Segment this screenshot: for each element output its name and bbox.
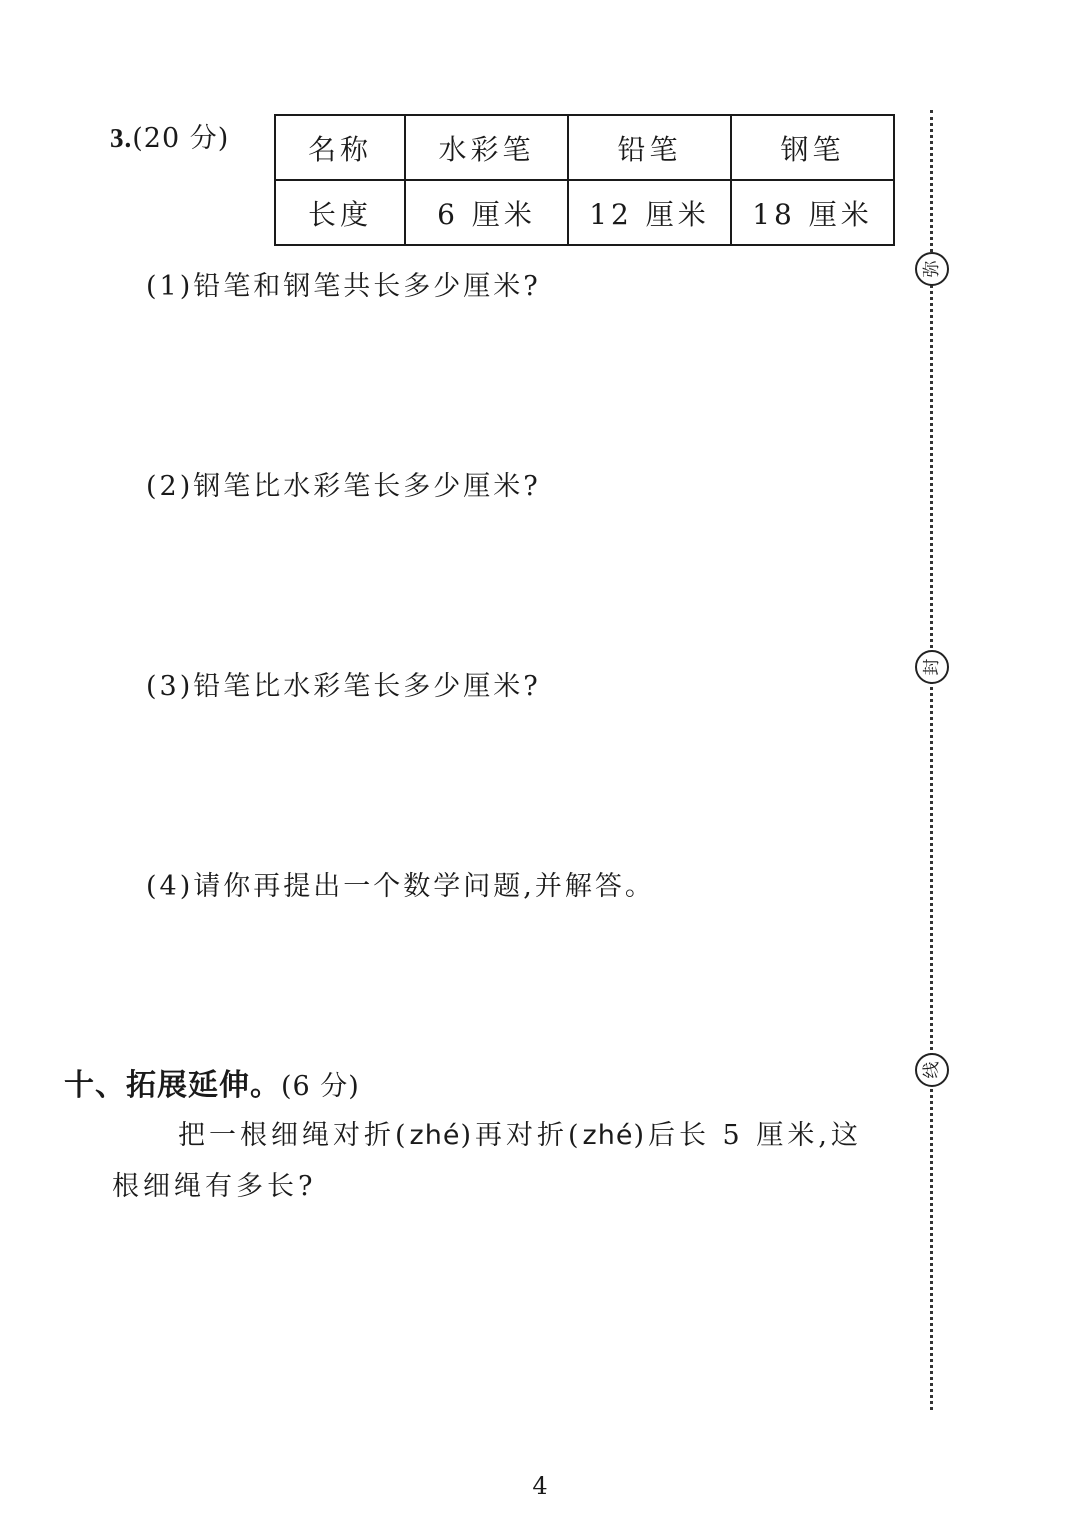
- table-cell: 6 厘米: [405, 180, 568, 245]
- sub-question-4: (4)请你再提出一个数学问题,并解答。: [146, 871, 655, 902]
- table-row: [275, 180, 894, 245]
- table-cell: 12 厘米: [568, 180, 731, 245]
- binding-mark-mi: 弥: [915, 252, 949, 286]
- problem-text: )再对折(: [460, 1120, 583, 1151]
- page-number: 4: [532, 1472, 548, 1500]
- pen-length-table: [274, 114, 895, 246]
- binding-mark-xian: 线: [915, 1053, 949, 1087]
- table-row-label: 长度: [275, 180, 405, 245]
- table-header-label: 名称: [275, 115, 405, 180]
- problem-text: )后长 5 厘米,这: [633, 1120, 862, 1151]
- binding-dotted-line: [930, 110, 933, 1410]
- table-header-cell: 钢笔: [731, 115, 894, 180]
- pinyin-annotation: zhé: [409, 1120, 461, 1151]
- question-3-number: 3.: [110, 123, 133, 153]
- binding-mark-feng: 封: [915, 650, 949, 684]
- table-header-row: [275, 115, 894, 180]
- sub-question-1: (1)铅笔和钢笔共长多少厘米?: [146, 271, 541, 302]
- question-3-label: [110, 116, 229, 155]
- table-cell: 18 厘米: [731, 180, 894, 245]
- question-3-score: (20 分): [132, 123, 230, 154]
- sub-question-3: (3)铅笔比水彩笔长多少厘米?: [146, 671, 541, 702]
- section-10-score: (6 分): [281, 1071, 360, 1102]
- sub-question-2: (2)钢笔比水彩笔长多少厘米?: [146, 471, 541, 502]
- problem-text-line-1: [178, 1113, 862, 1152]
- problem-text: 把一根细绳对折(: [178, 1120, 410, 1151]
- section-10-title: 十、拓展延伸。: [64, 1068, 281, 1103]
- table-header-cell: 水彩笔: [405, 115, 568, 180]
- pinyin-annotation: zhé: [582, 1120, 634, 1151]
- table-header-cell: 铅笔: [568, 115, 731, 180]
- problem-text-line-2: 根细绳有多长?: [112, 1171, 317, 1202]
- section-10-heading: [64, 1060, 360, 1104]
